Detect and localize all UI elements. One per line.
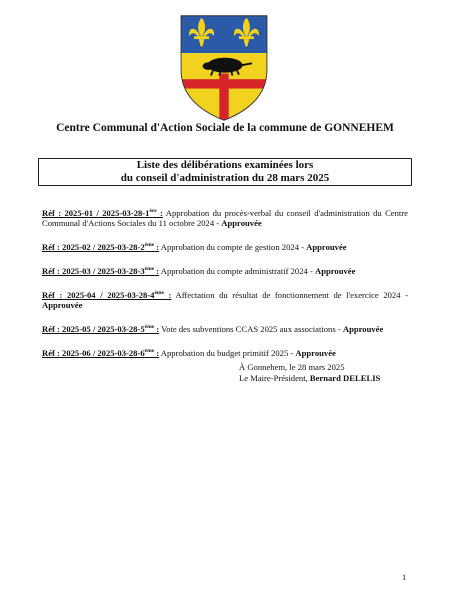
signature-place-date: À Gonnehem, le 28 mars 2025	[239, 362, 345, 372]
item-text: Vote des subventions CCAS 2025 aux associations -	[159, 324, 343, 335]
title-box	[38, 158, 412, 186]
status-badge: Approuvée	[221, 218, 262, 229]
signature-line	[239, 373, 380, 384]
item-reference: Réf : 2025-03 / 2025-03-28-3ème :	[42, 266, 160, 277]
list-item	[42, 206, 408, 229]
item-text: Approbation du compte de gestion 2024 -	[159, 242, 307, 253]
item-text: Approbation du compte administratif 2024 -	[159, 266, 315, 277]
item-reference: Réf : 2025-05 / 2025-03-28-5ème :	[42, 324, 160, 335]
item-reference: Réf : 2025-02 / 2025-03-28-2ème :	[42, 242, 160, 253]
organization-title: Centre Communal d'Action Sociale de la commune de GONNEHEM	[56, 122, 394, 134]
list-item	[42, 346, 408, 358]
signature-role: Le Maire-Président,	[239, 373, 310, 383]
signature-block	[239, 362, 380, 384]
list-item	[42, 288, 408, 311]
signature-name: Bernard DELELIS	[309, 373, 381, 383]
list-item	[42, 240, 408, 252]
gonnehem-coat-of-arms	[176, 12, 272, 124]
status-badge: Approuvée	[342, 324, 384, 335]
crest-cross-horizontal	[177, 79, 270, 88]
list-item	[42, 264, 408, 276]
title-line-2: du conseil d'administration du 28 mars 2025	[120, 172, 330, 184]
item-reference: Réf : 2025-04 / 2025-03-28-4ème :	[42, 289, 172, 300]
deliberation-list	[42, 206, 408, 370]
list-item	[42, 322, 408, 334]
status-badge: Approuvée	[42, 300, 83, 311]
item-text: Affectation du résultat de fonctionnement de l'exercice 2024 -	[171, 289, 408, 300]
status-badge: Approuvée	[314, 266, 356, 277]
status-badge: Approuvée	[295, 348, 336, 359]
item-text: Approbation du budget primitif 2025 -	[159, 348, 296, 359]
title-line-1: Liste des délibérations examinées lors	[136, 159, 314, 171]
status-badge: Approuvée	[306, 242, 347, 253]
item-reference: Réf : 2025-01 / 2025-03-28-1ère :	[42, 207, 163, 218]
page-number: 1	[402, 572, 407, 582]
item-reference: Réf : 2025-06 / 2025-03-28-6ème :	[42, 348, 160, 359]
item-text: Approbation du procès-verbal du conseil d'administration du Centre Communal d'Actions Sociales du 11 octobre 2024 -	[42, 207, 408, 229]
